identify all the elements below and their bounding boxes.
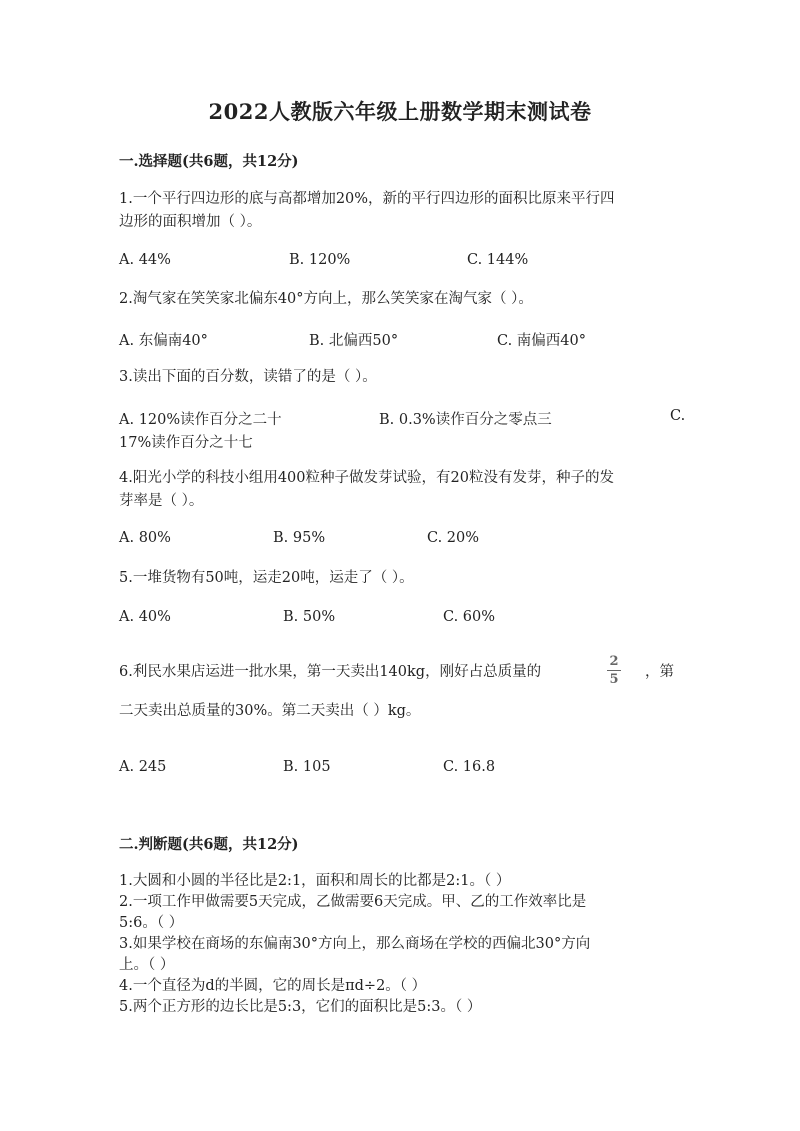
section-1-heading: 一.选择题(共6题，共12分) (119, 153, 299, 170)
page-title: 2022人教版六年级上册数学期末测试卷 (208, 99, 592, 124)
question-6-line-1b: ，第 (645, 664, 674, 680)
fraction-numerator: 2 (609, 654, 619, 669)
question-1-option-c: C. 144% (467, 252, 529, 268)
question-6-line-2: 二天卖出总质量的30%。第二天卖出（ ）kg。 (119, 703, 421, 719)
judgement-line-2: 2.一项工作甲做需要5天完成，乙做需要6天完成。甲、乙的工作效率比是 (119, 894, 587, 910)
judgement-line-3: 5:6。（ ） (119, 915, 184, 931)
judgement-line-6: 4.一个直径为d的半圆，它的周长是πd÷2。（ ） (119, 978, 427, 994)
judgement-line-1: 1.大圆和小圆的半径比是2:1，面积和周长的比都是2:1。（ ） (119, 873, 511, 889)
question-4-option-b: B. 95% (273, 530, 326, 546)
question-5-option-c: C. 60% (443, 609, 496, 625)
question-3-option-c-text: 17%读作百分之十七 (119, 435, 253, 451)
question-6-option-c: C. 16.8 (443, 759, 496, 775)
question-4-line-2: 芽率是（ ）。 (119, 493, 204, 509)
question-6-option-a: A. 245 (119, 759, 167, 775)
question-5-option-a: A. 40% (119, 609, 171, 625)
fraction-denominator: 5 (609, 672, 619, 687)
question-3-option-c-label: C. (670, 408, 686, 424)
section-2-heading: 二.判断题(共6题，共12分) (119, 836, 299, 853)
question-2-line-1: 2.淘气家在笑笑家北偏东40°方向上，那么笑笑家在淘气家（ ）。 (119, 291, 533, 307)
question-5-line-1: 5.一堆货物有50吨，运走20吨，运走了（ ）。 (119, 570, 414, 586)
judgement-line-4: 3.如果学校在商场的东偏南30°方向上，那么商场在学校的西偏北30°方向 (119, 936, 591, 952)
question-4-option-c: C. 20% (427, 530, 480, 546)
fraction-bar (607, 670, 621, 671)
question-3-option-b: B. 0.3%读作百分之零点三 (379, 412, 552, 428)
judgement-line-5: 上。（ ） (119, 957, 175, 973)
question-6-option-b: B. 105 (283, 759, 331, 775)
question-1-line-2: 边形的面积增加（ ）。 (119, 214, 262, 230)
question-6-line-1a: 6.利民水果店运进一批水果，第一天卖出140kg，刚好占总质量的 (119, 664, 542, 680)
question-4-line-1: 4.阳光小学的科技小组用400粒种子做发芽试验，有20粒没有发芽，种子的发 (119, 470, 614, 486)
question-2-option-a: A. 东偏南40° (119, 333, 208, 349)
question-1-option-b: B. 120% (289, 252, 351, 268)
question-1-line-1: 1.一个平行四边形的底与高都增加20%，新的平行四边形的面积比原来平行四 (119, 191, 615, 207)
fraction-two-fifths (607, 655, 621, 686)
question-1-option-a: A. 44% (119, 252, 171, 268)
question-5-option-b: B. 50% (283, 609, 336, 625)
question-3-option-a: A. 120%读作百分之二十 (119, 412, 282, 428)
question-2-option-b: B. 北偏西50° (309, 333, 399, 349)
question-3-line-1: 3.读出下面的百分数，读错了的是（ ）。 (119, 369, 377, 385)
judgement-line-7: 5.两个正方形的边长比是5:3，它们的面积比是5:3。（ ） (119, 999, 482, 1015)
question-4-option-a: A. 80% (119, 530, 171, 546)
question-2-option-c: C. 南偏西40° (497, 333, 586, 349)
